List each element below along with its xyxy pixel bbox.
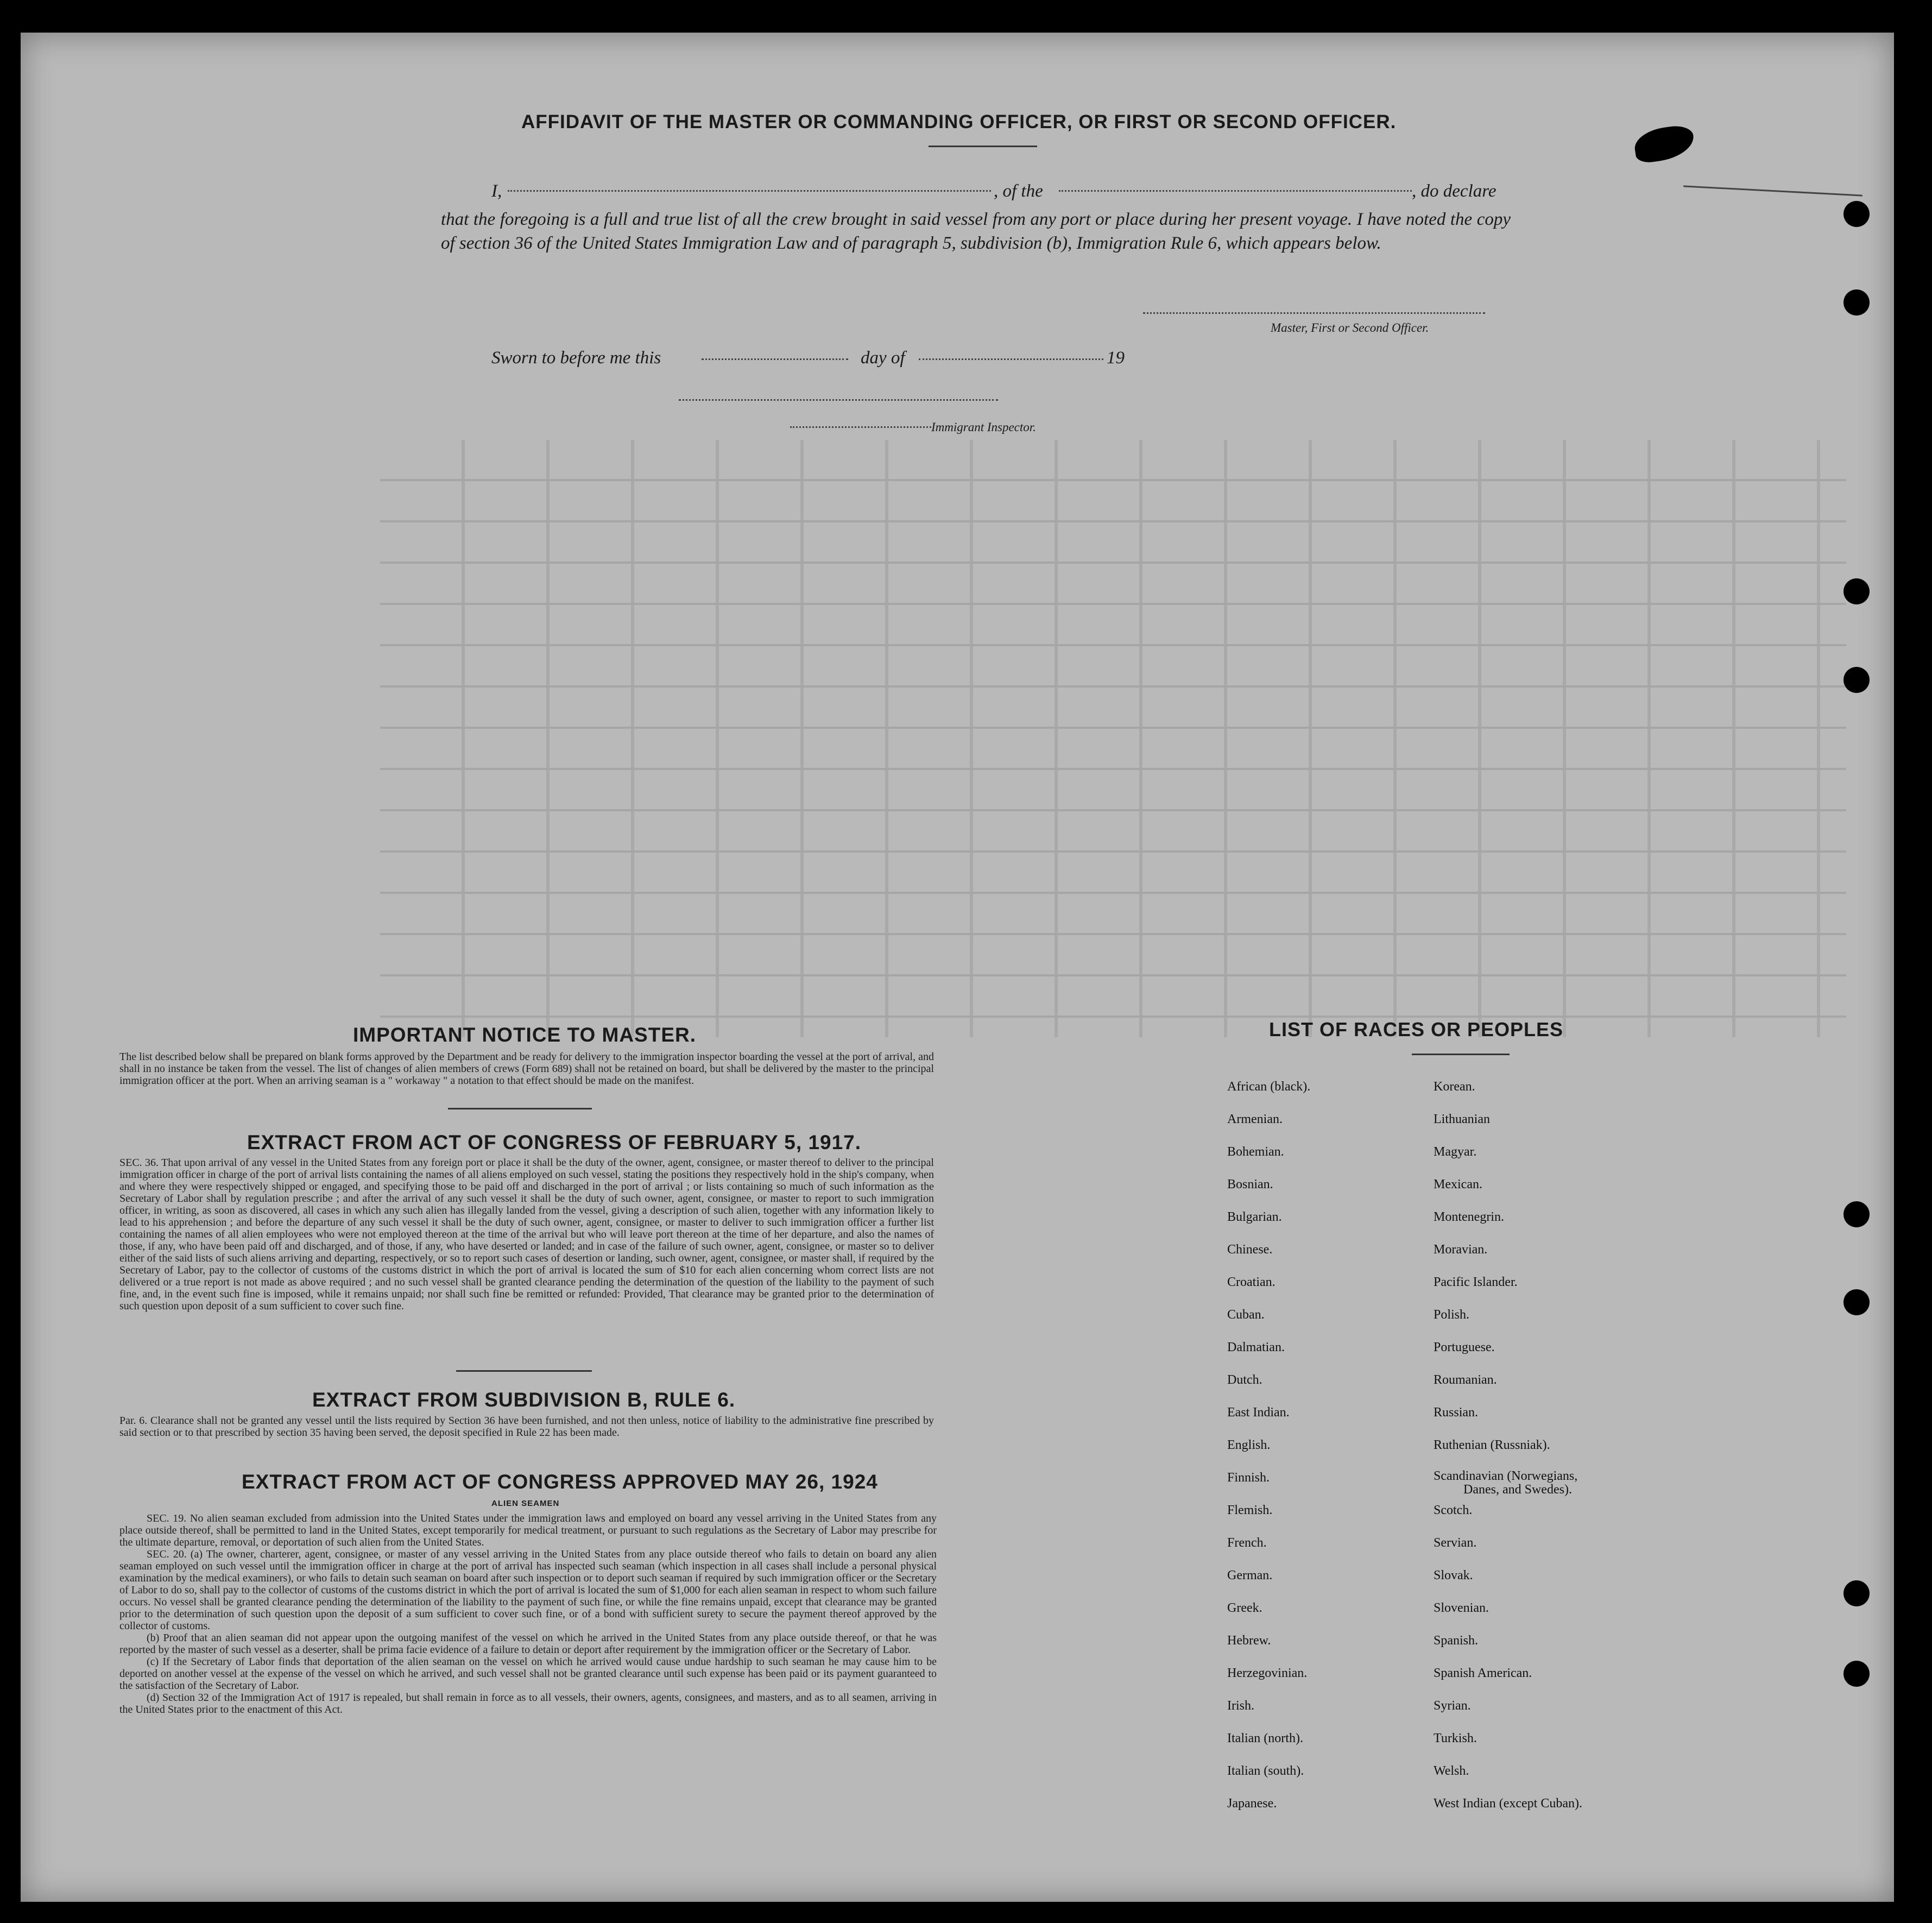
race-item: Spanish. (1434, 1634, 1479, 1648)
extract-1917-title: EXTRACT FROM ACT OF CONGRESS OF FEBRUARY 5, 1917. (247, 1131, 862, 1153)
race-item: Japanese. (1227, 1796, 1277, 1811)
race-item: German. (1227, 1568, 1273, 1582)
extract-rule6-title: EXTRACT FROM SUBDIVISION B, RULE 6. (312, 1389, 736, 1411)
race-item: Polish. (1434, 1308, 1470, 1322)
race-item: Moravian. (1434, 1243, 1488, 1257)
race-item: African (black). (1227, 1080, 1311, 1094)
race-item: Italian (south). (1227, 1764, 1304, 1778)
race-item: Magyar. (1434, 1145, 1477, 1159)
race-item: Turkish. (1434, 1731, 1477, 1745)
race-item: Bosnian. (1227, 1177, 1273, 1191)
binder-hole (1843, 1289, 1870, 1315)
race-item: Danes, and Swedes). (1463, 1483, 1572, 1497)
binder-hole (1843, 1661, 1870, 1687)
notice-title: IMPORTANT NOTICE TO MASTER. (353, 1024, 697, 1046)
binder-hole (1843, 578, 1870, 604)
binder-hole (1843, 201, 1870, 227)
race-item: Dutch. (1227, 1373, 1262, 1387)
sec20a-paragraph: SEC. 20. (a) The owner, charterer, agent, consignee, or master of any vessel arriving in the United States from any place outside thereof who fails to detain on board any alien seaman employed on such vessel until the immigration officer in charge at the port of arrival has inspected such seaman (which inspection in all cases shall include a personal physical examination by the medical examiners), or who fails to detain such seaman on board after such inspection or to deport such seaman if required by such immigration officer or the Secretary of Labor to do so, shall pay to the collector of customs of the customs district in which the port of arrival is located the sum of $1,000 for each alien seaman in respect to whom such failure occurs. No vessel shall be granted clearance pending the determination of the liability to the payment of such fine, or while the fine remains unpaid, except that clearance may be granted prior to the determination of such question upon the deposit of a sum sufficient to cover such fine, or of a bond with sufficient surety to secure the payment thereof approved by the collector of customs. (119, 1548, 937, 1632)
race-item: Herzegovinian. (1227, 1666, 1308, 1680)
sec19-paragraph: SEC. 19. No alien seaman excluded from admission into the United States under the immigration laws and employed on board any vessel arriving in the United States from any place outside thereof, shall be permitted to land in the United States, except temporarily for medical treatment, or pursuant to such regulations as the Secretary of Labor may prescribe for the ultimate departure, removal, or deportation of such alien from the United States. (119, 1512, 937, 1548)
race-item: Pacific Islander. (1434, 1275, 1518, 1289)
race-item: Welsh. (1434, 1764, 1469, 1778)
race-item: Dalmatian. (1227, 1340, 1285, 1354)
race-item: English. (1227, 1438, 1271, 1452)
race-item: Flemish. (1227, 1503, 1273, 1517)
affidavit-declare: , do declare (1412, 181, 1497, 201)
race-item: Cuban. (1227, 1308, 1265, 1322)
sworn-day-blank[interactable] (702, 358, 848, 360)
sec20b-paragraph: (b) Proof that an alien seaman did not appear upon the outgoing manifest of the vessel on which he arrived in the United States from any place outside thereof, or that he was reported by the master of such vessel as a deserter, shall be prima facie evidence of a failure to detain or deport after requirement by the immigration officer or the Secretary of Labor. (119, 1632, 937, 1656)
race-item: West Indian (except Cuban). (1434, 1796, 1582, 1811)
sec20d-paragraph: (d) Section 32 of the Immigration Act of 1917 is repealed, but shall remain in force as to all vessels, their owners, agents, consignees, and masters, and as to all seamen, arriving in the United States prior to the enactment of this Act. (119, 1692, 937, 1716)
race-item: Montenegrin. (1434, 1210, 1504, 1224)
binder-hole (1843, 667, 1870, 693)
master-signature-line[interactable] (1143, 312, 1485, 314)
race-item: Chinese. (1227, 1243, 1273, 1257)
race-item: Croatian. (1227, 1275, 1276, 1289)
race-item: Servian. (1434, 1536, 1477, 1550)
race-item: Irish. (1227, 1699, 1254, 1713)
race-item: Greek. (1227, 1601, 1262, 1615)
race-item: East Indian. (1227, 1405, 1290, 1420)
sworn-year: 19 (1107, 348, 1125, 368)
vessel-blank[interactable] (1059, 190, 1412, 192)
race-item: Slovenian. (1434, 1601, 1489, 1615)
race-item: Italian (north). (1227, 1731, 1303, 1745)
race-item: Korean. (1434, 1080, 1475, 1094)
binder-hole (1843, 1201, 1870, 1227)
extract-rule6-text: Par. 6. Clearance shall not be granted any vessel until the lists required by Section 36 have been furnished, and not then unless, notice of liability to the administrative fine prescribed by said section or to that prescribed by section 35 having been served, the deposit specified in Rule 22 has been made. (119, 1415, 934, 1439)
affidavit-body: that the foregoing is a full and true list of all the crew brought in said vessel from any port or place during her present voyage. I have noted the copy of section 36 of the United States Immigration Law and of paragraph 5, subdivision (b), Immigration Rule 6, which appears below. (441, 210, 1511, 253)
extract-1924-subtitle: ALIEN SEAMEN (491, 1499, 560, 1508)
master-label: Master, First or Second Officer. (1271, 321, 1429, 335)
sworn-month-blank[interactable] (919, 358, 1103, 360)
inspector-dotted (790, 426, 931, 428)
races-rule (1412, 1054, 1510, 1055)
inspector-label: Immigrant Inspector. (931, 420, 1036, 434)
race-item: Portuguese. (1434, 1340, 1495, 1354)
sworn-prefix: Sworn to before me this (491, 348, 661, 368)
extract-1917-text: SEC. 36. That upon arrival of any vessel in the United States from any foreign port or place it shall be the duty of the owner, agent, consignee, or master thereof to deliver to the principal immigration officer in charge of the port of arrival lists containing the names of all aliens employed on such vessel, stating the positions they respectively hold in the ship's company, when and where they were respectively shipped or engaged, and specifying those to be paid off and discharged in the port of arrival ; or lists containing so much of such information as the Secretary of Labor shall by regulation prescribe ; and after the arrival of any such vessel it shall be the duty of such owner, agent, consignee, or master to report to such immigration officer, in writing, as soon as discovered, all cases in which any such alien has illegally landed from the vessel, giving a description of such alien, together with any information likely to lead to his apprehension ; and before the departure of any such vessel it shall be the duty of such owner, agent, consignee, or master to deliver to such immigration officer a further list containing the names of all alien employees who were not employed thereon at the time of the arrival but who will leave port thereon at the time of her departure, and also the names of those, if any, who have been paid off and discharged, and of those, if any, who have deserted or landed; and in case of the failure of such owner, agent, consignee, or master so to deliver either of the said lists of such aliens arriving and departing, respectively, or so to report such cases of desertion or landing, such owner, agent, consignee, or master shall, if required by the Secretary of Labor, pay to the collector of customs of the customs district in which the port of arrival is located the sum of $10 for each alien concerning whom correct lists are not delivered or a true report is not made as above required ; and no such vessel shall be granted clearance pending the determination of the question of the liability to the payment of such fine, and, in the event such fine is imposed, while it remains unpaid; nor shall such fine be remitted or refunded: Provided, That clearance may be granted prior to the determination of such question upon deposit of a sum sufficient to cover such fine. (119, 1157, 934, 1312)
affidavit-of-the: , of the (994, 181, 1043, 201)
sworn-day-of: day of (861, 348, 905, 368)
binder-hole (1843, 289, 1870, 316)
name-blank[interactable] (508, 190, 991, 192)
race-item: Spanish American. (1434, 1666, 1532, 1680)
binder-hole (1843, 1580, 1870, 1606)
race-item: Mexican. (1434, 1177, 1482, 1191)
race-item: Russian. (1434, 1405, 1479, 1420)
race-item: Scandinavian (Norwegians, (1434, 1469, 1578, 1483)
race-item: Bulgarian. (1227, 1210, 1282, 1224)
race-item: Hebrew. (1227, 1634, 1271, 1648)
bleed-through-grid (380, 440, 1846, 1037)
races-title: LIST OF RACES OR PEOPLES (1269, 1018, 1564, 1041)
race-item: Slovak. (1434, 1568, 1473, 1582)
race-item: French. (1227, 1536, 1267, 1550)
extract-1924-title: EXTRACT FROM ACT OF CONGRESS APPROVED MAY 26, 1924 (242, 1471, 878, 1493)
race-item: Scotch. (1434, 1503, 1473, 1517)
sec20c-paragraph: (c) If the Secretary of Labor finds that deportation of the alien seaman on the vessel on which he arrived would cause undue hardship to such seaman he may cause him to be deported on another vessel at the expense of the vessel on which he arrived, and such vessel shall not be granted clearance until such expense has been paid or its payment guaranteed to the satisfaction of the Secretary of Labor. (119, 1656, 937, 1692)
race-item: Syrian. (1434, 1699, 1471, 1713)
affidavit-title: AFFIDAVIT OF THE MASTER OR COMMANDING OFFICER, OR FIRST OR SECOND OFFICER. (521, 111, 1397, 133)
race-item: Lithuanian (1434, 1112, 1490, 1126)
affidavit-i: I, (491, 181, 502, 201)
extract-1924-body (119, 1512, 937, 1716)
notice-text: The list described below shall be prepared on blank forms approved by the Department and be ready for delivery to the immigration inspector boarding the vessel at the port of arrival, and shall in no instance be taken from the vessel. The list of changes of alien members of crews (Form 689) shall not be retained on board, but shall be delivered by the master to the principal immigration officer at the port. When an arriving seaman is a " workaway " a notation to that effect should be made on the manifest. (119, 1051, 934, 1087)
title-rule (929, 146, 1037, 147)
race-item: Bohemian. (1227, 1145, 1284, 1159)
inspector-signature-line[interactable] (679, 399, 998, 401)
race-item: Ruthenian (Russniak). (1434, 1438, 1550, 1452)
race-item: Armenian. (1227, 1112, 1283, 1126)
race-item: Roumanian. (1434, 1373, 1497, 1387)
section-rule (448, 1108, 592, 1109)
section-rule (456, 1370, 592, 1372)
race-item: Finnish. (1227, 1471, 1270, 1485)
